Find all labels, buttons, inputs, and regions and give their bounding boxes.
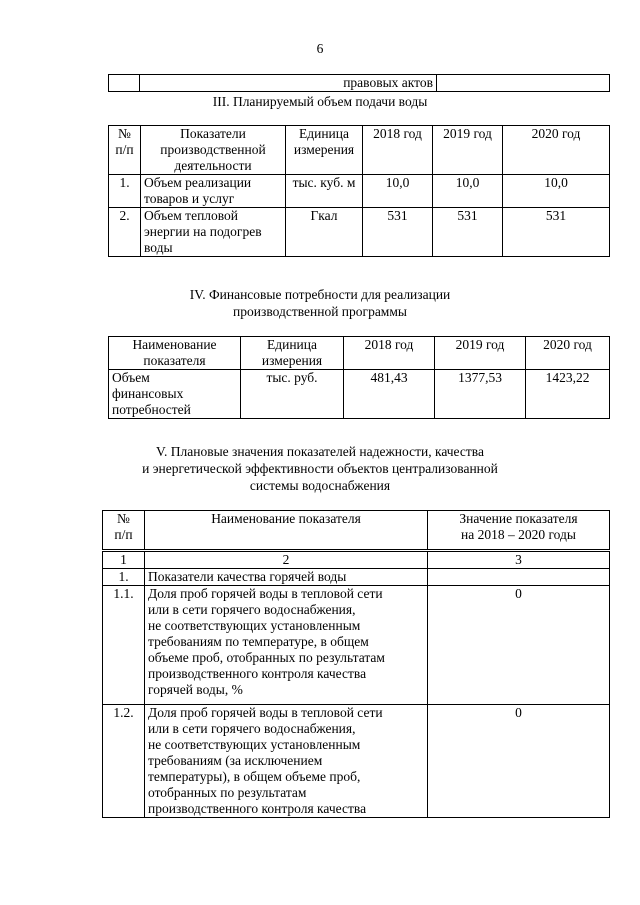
table-cell: 1. [109, 175, 141, 208]
table-cell: 3 [428, 551, 610, 569]
table-cell: Доля проб горячей воды в тепловой сети или в сети горячего водоснабжения, не соответствующих установленным требованиям (за исключением температуры), в общем объеме проб, отобранных по результатам производственного контроля качества [145, 705, 428, 818]
table-numbering-row [103, 551, 610, 569]
header-cell: 2018 год [344, 337, 435, 370]
section5-title-line2: и энергетической эффективности объектов централизованной [142, 461, 498, 476]
table-cell: Объем тепловой энергии на подогрев воды [141, 208, 286, 257]
page-number: 6 [316, 41, 324, 56]
section4-title-line1: IV. Финансовые потребности для реализации [189, 287, 451, 302]
table-row [103, 569, 610, 586]
header-cell: 2018 год [363, 126, 433, 175]
header-cell: 2019 год [435, 337, 526, 370]
table-header-row [109, 337, 610, 370]
table-cell: 1423,22 [526, 370, 610, 419]
table-cell: Гкал [286, 208, 363, 257]
table-cell: 0 [428, 586, 610, 705]
table-header-row [103, 511, 610, 551]
header-cell: Наименование показателя [109, 337, 241, 370]
header-cell: 2020 год [503, 126, 610, 175]
table-cell: 10,0 [363, 175, 433, 208]
section4-title-line2: производственной программы [233, 304, 407, 319]
table-row [103, 586, 610, 705]
table-cell: 1377,53 [435, 370, 526, 419]
header-cell: № п/п [109, 126, 141, 175]
table-cell: 1.2. [103, 705, 145, 818]
header-cell: Значение показателя на 2018 – 2020 годы [428, 511, 610, 551]
table-cell: 481,43 [344, 370, 435, 419]
table-cell: тыс. куб. м [286, 175, 363, 208]
table-cell: Объем реализации товаров и услуг [141, 175, 286, 208]
table-cell: Доля проб горячей воды в тепловой сети или в сети горячего водоснабжения, не соответствующих установленным требованиям по температуре, в общем объеме проб, отобранных по результатам производственного контроля качества горячей воды, % [145, 586, 428, 705]
table-cell: 531 [433, 208, 503, 257]
table-header-row [109, 126, 610, 175]
table-cell: 1.1. [103, 586, 145, 705]
header-cell: Единица измерения [286, 126, 363, 175]
table-cell [437, 75, 610, 92]
section5-title-line3: системы водоснабжения [249, 478, 391, 493]
table-cell: 1 [103, 551, 145, 569]
table-cell: Показатели качества горячей воды [145, 569, 428, 586]
table-row [103, 705, 610, 818]
table-cell: 531 [503, 208, 610, 257]
table-cell: 1. [103, 569, 145, 586]
header-cell: Показатели производственной деятельности [141, 126, 286, 175]
table-cell [428, 569, 610, 586]
table-row [109, 75, 610, 92]
table-cell: 10,0 [503, 175, 610, 208]
section5-title-line1: V. Плановые значения показателей надежности, качества [156, 444, 484, 459]
header-cell: 2020 год [526, 337, 610, 370]
table-cell: 531 [363, 208, 433, 257]
table-cell [109, 75, 140, 92]
header-cell: Единица измерения [241, 337, 344, 370]
continuation-table [108, 74, 610, 92]
section4-table [108, 336, 610, 419]
table-row [109, 208, 610, 257]
header-cell: № п/п [103, 511, 145, 551]
table-cell: правовых актов [140, 75, 437, 92]
table-row [109, 175, 610, 208]
table-cell: 2 [145, 551, 428, 569]
table-cell: 0 [428, 705, 610, 818]
table-cell: тыс. руб. [241, 370, 344, 419]
header-cell: 2019 год [433, 126, 503, 175]
table-cell: 10,0 [433, 175, 503, 208]
section5-table [102, 510, 610, 818]
header-cell: Наименование показателя [145, 511, 428, 551]
section3-table [108, 125, 610, 257]
table-row [109, 370, 610, 419]
section3-title: III. Планируемый объем подачи воды [212, 94, 428, 109]
table-cell: Объем финансовых потребностей [109, 370, 241, 419]
table-cell: 2. [109, 208, 141, 257]
